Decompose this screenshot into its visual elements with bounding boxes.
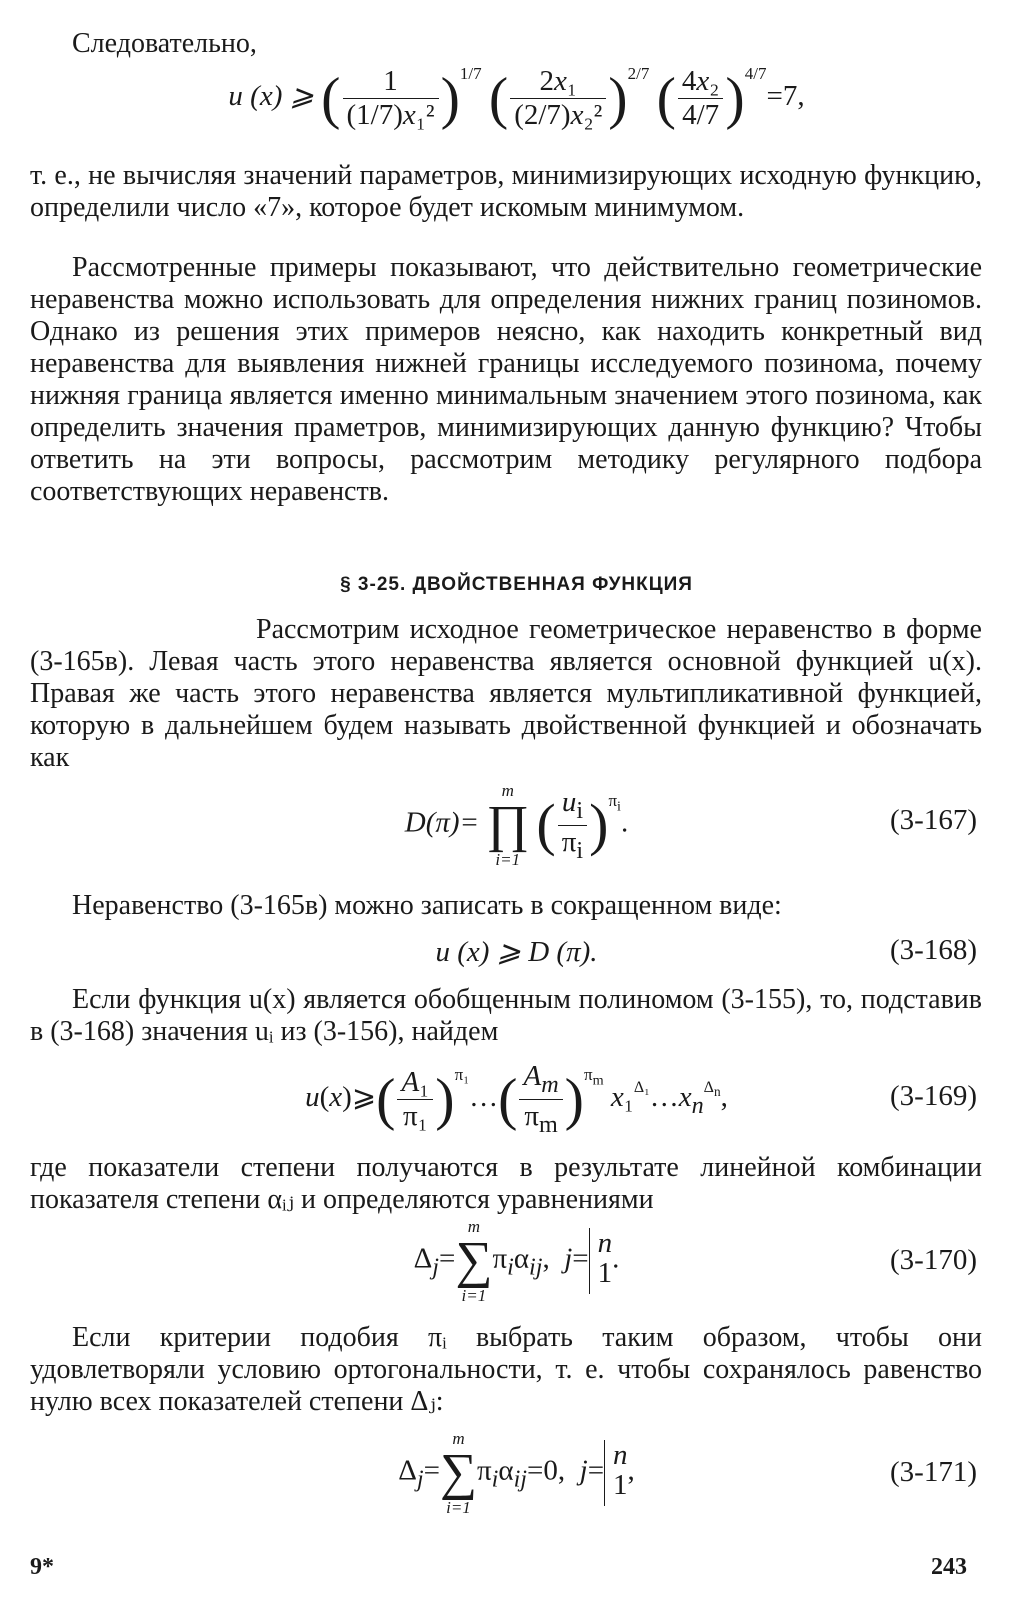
- equation-3-167: D(π)= m ∏ i=1 ( $\frac{u_i}{\pi_i}$ )$^{\pi_i}$. (3-167): [404, 781, 977, 869]
- section-heading: § 3-25. ДВОЙСТВЕННАЯ ФУНКЦИЯ: [340, 574, 693, 595]
- eq167-lhs: D(π)=: [404, 806, 480, 839]
- paragraph-intro: [30, 28, 982, 60]
- equation-3-171: $\Delta_j=$ m ∑ i=1 $\pi_i\alpha_{ij}=0$, j= n 1 , (3-171): [398, 1429, 977, 1517]
- equation-3-168: [0, 934, 1033, 974]
- eq168-number: (3-168): [890, 934, 977, 966]
- eq168-expr: u (x) ⩾ D (π).: [435, 936, 598, 968]
- eq167-number: (3-167): [890, 804, 977, 836]
- page-number: 243: [931, 1554, 967, 1580]
- text-conclusion: т. е., не вычисляя значений параметров, минимизирующих исходную функцию, определили число «7», которое будет искомым минимумом.: [30, 160, 982, 223]
- paragraph-dual-intro: [30, 614, 982, 774]
- eq1-lhs: u (x) ⩾: [228, 80, 314, 112]
- equation-lower-bound: u (x) ⩾ ( $\frac{1}{\text{(1/7)x₁²}}$ )$^{1/7}$ ( $\frac{\text{2x₁}}{\text{(2/7)x₂²}}$ )$^{2/7}$ ( $\frac{\text{4x₂}}{4/7}$ )$^{4/7}$=7,: [228, 64, 805, 131]
- eq169-number: (3-169): [890, 1080, 977, 1112]
- paragraph-polynomial: [30, 984, 982, 1048]
- text-examples: Рассмотренные примеры показывают, что действительно геометрические неравенства можно использовать для определения нижних границ позиномов. Однако из решения этих примеров неясно, как находить конкретный вид неравенства для выявления нижней границы исследуемого позинома, почему нижняя граница является именно минимальным значением этого позинома, как определить значения праметров, минимизирующих данную функцию? Чтобы ответить на эти вопросы, рассмотрим методику регулярного подбора соответствующих неравенств.: [30, 252, 982, 507]
- eq170-number: (3-170): [890, 1244, 977, 1276]
- text-dual-intro: Рассмотрим исходное геометрическое неравенство в форме (3-165в). Левая часть этого неравенства является основной функцией u(x). Правая же часть этого неравенства является мультипликативной функцией, которую в дальнейшем будем называть двойственной функцией и обозначать как: [30, 614, 982, 773]
- signature-mark: 9*: [30, 1554, 54, 1580]
- text-orthogonality: Если критерии подобия πᵢ выбрать таким образом, чтобы они удовлетворяли условию ортогональности, т. е. чтобы сохранялось равенство нулю всех показателей степени Δⱼ:: [30, 1322, 982, 1417]
- text-short-form: Неравенство (3-165в) можно записать в сокращенном виде:: [72, 890, 782, 921]
- eq1-result: =7,: [766, 80, 805, 112]
- text-exponents: где показатели степени получаются в результате линейной комбинации показателя степени αᵢⱼ и определяются уравнениями: [30, 1152, 982, 1215]
- equation-3-170: $\Delta_j=$ m ∑ i=1 $\pi_i\alpha_{ij}$, j= n 1 . (3-170): [413, 1217, 977, 1305]
- text-polynomial: Если функция u(x) является обобщенным полиномом (3-155), то, подставив в (3-168) значения uᵢ из (3-156), найдем: [30, 984, 982, 1047]
- paragraph-orthogonality: [30, 1322, 982, 1418]
- eq171-number: (3-171): [890, 1456, 977, 1488]
- paragraph-examples: [30, 252, 982, 508]
- paragraph-short-form: [30, 890, 982, 922]
- equation-3-169: u(x)⩾( $\frac{\text{A₁}}{\text{π₁}}$ )$^{\pi_1}$…( $\frac{A_m}{\pi_m}$ )$^{\pi_m}$ $x_1^{\Delta_1}\dots x_n^{\Delta_n}$, (3-169): [305, 1060, 977, 1138]
- paragraph-conclusion: [30, 160, 982, 224]
- paragraph-exponents: [30, 1152, 982, 1216]
- text-therefore: Следовательно,: [72, 28, 257, 59]
